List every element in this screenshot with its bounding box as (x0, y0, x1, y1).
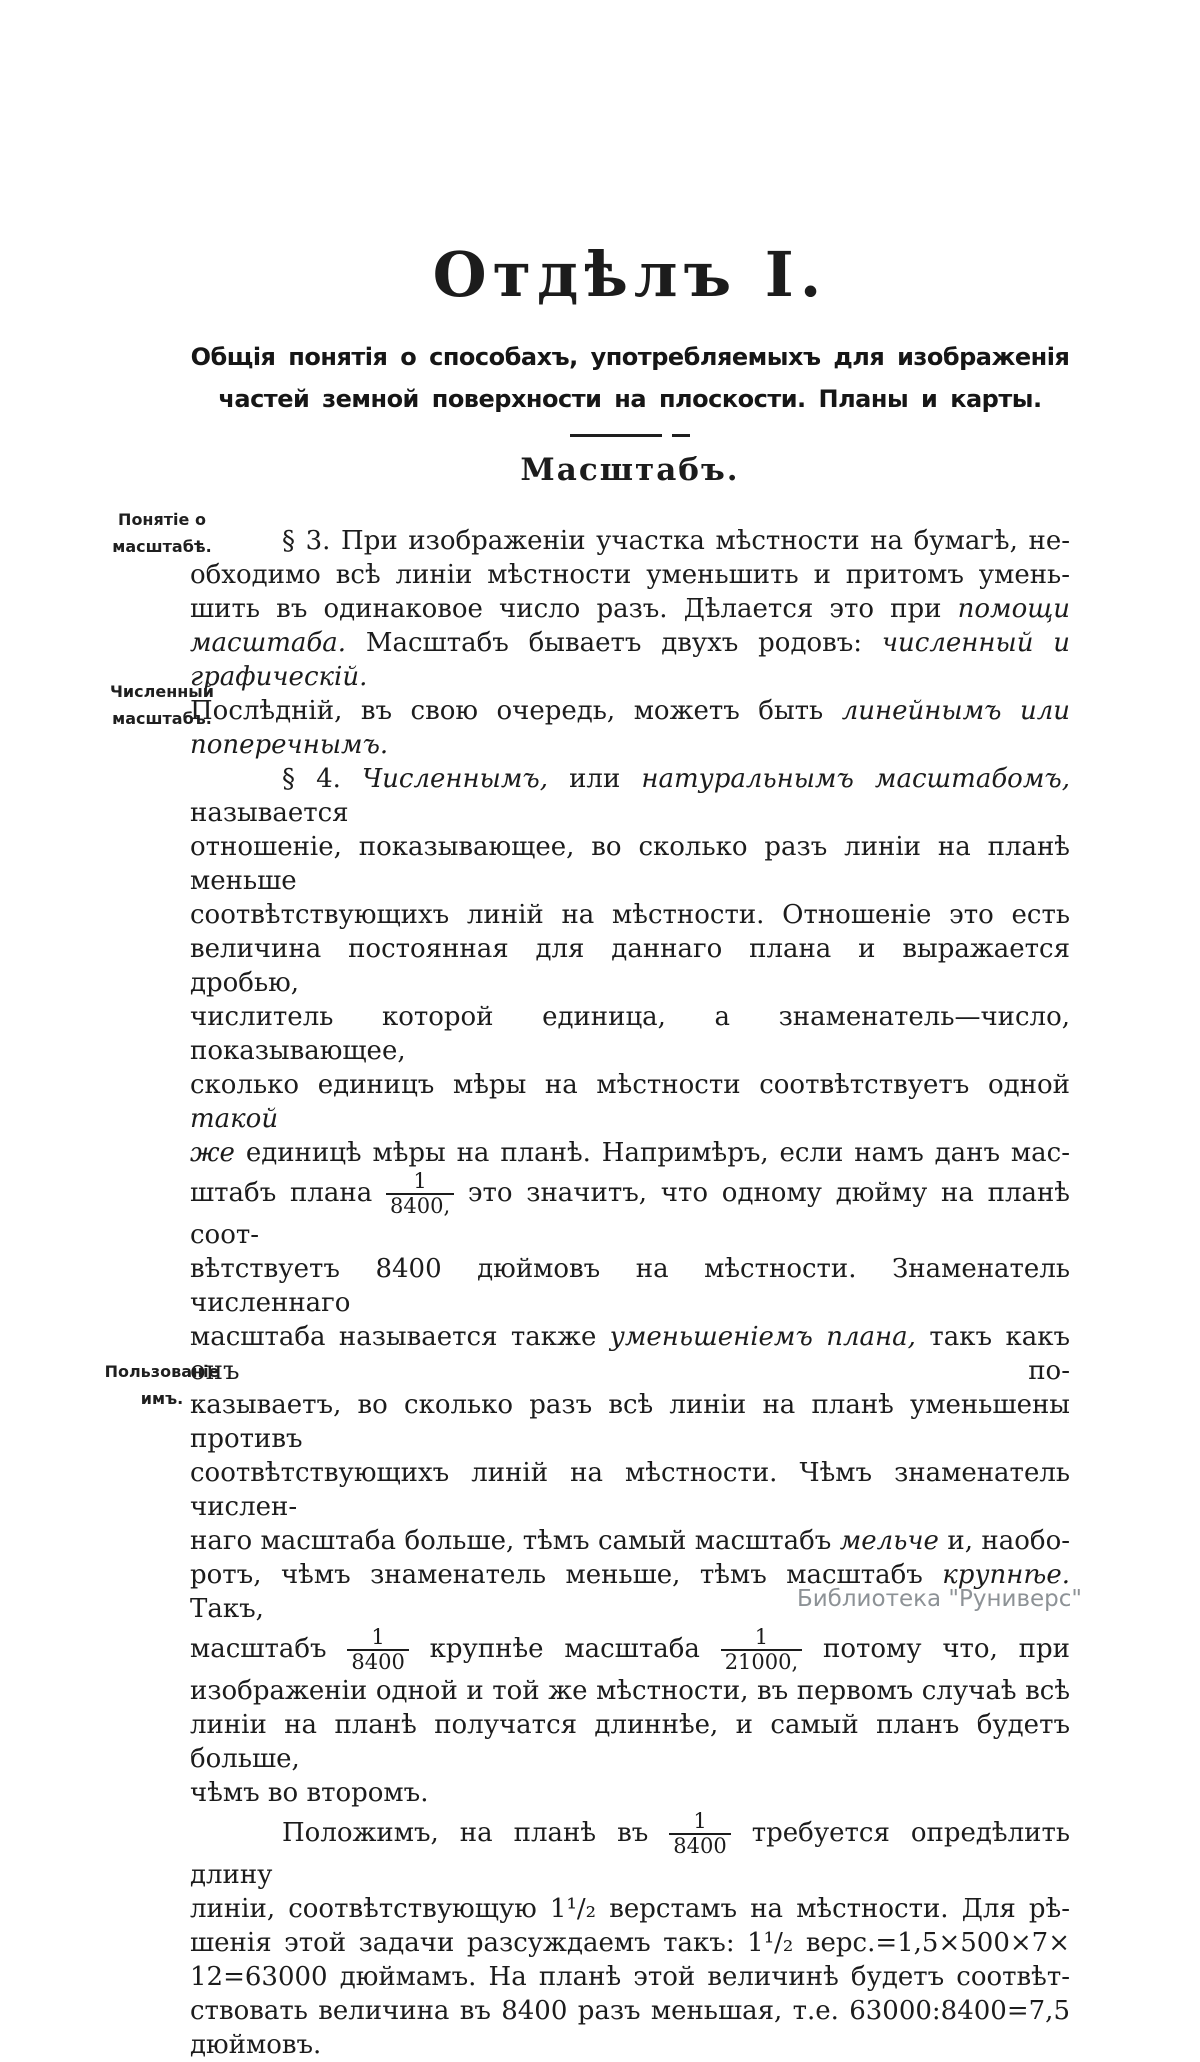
library-watermark: Библиотека "Руниверс" (796, 1586, 1082, 1612)
text-run: шить въ одинаковое число разъ. Дѣлается это при (190, 594, 958, 624)
text-run: Масштабъ бываетъ двухъ родовъ: (346, 628, 882, 658)
italic-text-run: мельче (839, 1526, 939, 1556)
text-line (190, 1926, 1070, 1960)
text-run: наго масштаба больше, тѣмъ самый масштабъ (190, 1526, 840, 1556)
text-run: называется (190, 798, 349, 828)
scale-fraction (386, 1170, 454, 1218)
italic-text-run: линейнымъ или поперечнымъ. (190, 696, 1070, 760)
text-line (190, 1892, 1070, 1926)
margin-note-usage: Пользованіе имъ. (104, 1362, 220, 1408)
text-run: Такъ, (190, 1594, 264, 1624)
text-run: это значитъ, что одному дюйму на планѣ соот- (190, 1178, 1070, 1250)
text-run: соотвѣтствующихъ линій на мѣстности. Чѣмъ знаменатель числен- (190, 1458, 1070, 1522)
text-line (190, 762, 1070, 830)
italic-text-run: такой (190, 1104, 279, 1134)
fraction-denominator: 8400 (669, 1833, 730, 1858)
text-line (190, 1810, 1070, 1892)
text-run: крупнѣе масштаба (408, 1634, 721, 1664)
italic-text-run: натуральнымъ масштабомъ, (641, 764, 1070, 794)
italic-text-run: численный и графическій. (190, 628, 1071, 692)
text-line (190, 1456, 1070, 1524)
paragraph (190, 1810, 1070, 2062)
text-line (190, 694, 1070, 762)
text-run: величина постоянная для даннаго плана и выражается дробью, (190, 934, 1070, 998)
text-run: обходимо всѣ линіи мѣстности уменьшить и притомъ умень- (190, 560, 1070, 590)
italic-text-run: крупнѣе. (942, 1560, 1070, 1590)
text-line (190, 2028, 1070, 2062)
text-run: числитель которой единица, а знаменатель—число, показывающее, (190, 1002, 1070, 1066)
text-run: § 3. При изображеніи участка мѣстности на бумагѣ, не- (282, 526, 1070, 556)
text-run: казываетъ, во сколько разъ всѣ линіи на планѣ уменьшены противъ (190, 1390, 1070, 1454)
text-run: § 4. (282, 764, 363, 794)
scale-fraction (721, 1626, 802, 1674)
text-run: чѣмъ во второмъ. (190, 1778, 429, 1808)
text-run: или (547, 764, 642, 794)
subtitle-line-2: частей земной поверхности на плоскости. Планы и карты. (218, 385, 1042, 413)
text-line (190, 1674, 1070, 1708)
text-run: линіи на планѣ получатся длиннѣе, и самый планъ будетъ больше, (190, 1710, 1070, 1774)
text-run: Положимъ, на планѣ въ (282, 1818, 670, 1848)
text-run: требуется опредѣлить длину (190, 1818, 1070, 1890)
text-run: Послѣдній, въ свою очередь, можетъ быть (190, 696, 842, 726)
text-line (190, 1000, 1070, 1068)
text-line (190, 1626, 1070, 1674)
text-run: отношеніе, показывающее, во сколько разъ линіи на планѣ меньше (190, 832, 1070, 896)
italic-text-run: Численнымъ, (362, 764, 548, 794)
text-run: такъ какъ онъ по- (190, 1322, 1070, 1386)
section-title: Отдѣлъ I. (432, 238, 828, 311)
text-line (190, 626, 1070, 694)
margin-note-numeric-scale: Численный масштабъ. (110, 682, 214, 728)
fraction-numerator: 1 (754, 1625, 769, 1649)
divider-dash-short (672, 434, 690, 437)
paragraph (190, 524, 1070, 762)
fraction-denominator: 8400, (386, 1193, 454, 1218)
text-line (190, 1136, 1070, 1170)
text-run: ствовать величина въ 8400 разъ меньшая, т.е. 63000:8400=7,5 (190, 1996, 1070, 2026)
text-line (190, 592, 1070, 626)
text-run: дюймовъ. (190, 2030, 322, 2060)
fraction-denominator: 8400 (347, 1649, 408, 1674)
paragraph (190, 762, 1070, 1810)
text-run: изображеніи одной и той же мѣстности, въ первомъ случаѣ всѣ (190, 1676, 1070, 1706)
text-run: шенія этой задачи разсуждаемъ такъ: 1¹/₂ верс.=1,5×500×7× (190, 1928, 1070, 1958)
text-run: 12=63000 дюймамъ. На планѣ этой величинѣ будетъ соотвѣт- (190, 1962, 1070, 1992)
text-run: потому что, при (802, 1634, 1070, 1664)
italic-text-run: помощи (957, 594, 1070, 624)
subsection-heading: Масштабъ. (520, 452, 740, 488)
text-line (190, 1170, 1070, 1252)
text-run: сколько единицъ мѣры на мѣстности соотвѣтствуетъ одной (190, 1070, 1070, 1100)
scale-fraction (347, 1626, 408, 1674)
italic-text-run: масштаба. (190, 628, 347, 658)
text-line (190, 1708, 1070, 1776)
text-line (190, 1776, 1070, 1810)
text-line (190, 524, 1070, 558)
text-run: единицѣ мѣры на планѣ. Напримѣръ, если намъ данъ мас- (234, 1138, 1070, 1168)
chapter-subtitle (150, 336, 1110, 420)
italic-text-run: уменьшеніемъ плана, (609, 1322, 916, 1352)
subtitle-line-1: Общія понятія о способахъ, употребляемыхъ для изображенія (190, 343, 1070, 371)
text-run: соотвѣтствующихъ линій на мѣстности. Отношеніе это есть (190, 900, 1070, 930)
text-line (190, 1252, 1070, 1320)
text-line (190, 1388, 1070, 1456)
text-run: вѣтствуетъ 8400 дюймовъ на мѣстности. Знаменатель численнаго (190, 1254, 1070, 1318)
scale-fraction (669, 1810, 730, 1858)
text-run: масштаба называется также (190, 1322, 610, 1352)
text-run: ротъ, чѣмъ знаменатель меньше, тѣмъ масштабъ (190, 1560, 943, 1590)
text-run: и, наобо- (938, 1526, 1071, 1556)
text-line (190, 1068, 1070, 1136)
italic-text-run: же (190, 1138, 235, 1168)
text-line (190, 558, 1070, 592)
body-text (190, 524, 1070, 2062)
text-line (190, 1524, 1070, 1558)
divider-dash-long (570, 434, 662, 437)
text-line (190, 1960, 1070, 1994)
text-run: линіи, соотвѣтствующую 1¹/₂ верстамъ на мѣстности. Для рѣ- (190, 1894, 1070, 1924)
fraction-denominator: 21000, (721, 1649, 802, 1674)
text-line (190, 830, 1070, 898)
text-run: штабъ плана (190, 1178, 386, 1208)
fraction-numerator: 1 (371, 1625, 385, 1649)
section-divider (190, 434, 1070, 437)
fraction-numerator: 1 (413, 1169, 427, 1193)
text-line (190, 932, 1070, 1000)
margin-note-concept-of-scale: Понятіе о масштабѣ. (112, 510, 212, 556)
text-run: масштабъ (190, 1634, 348, 1664)
text-line (190, 1320, 1070, 1388)
text-line (190, 1994, 1070, 2028)
text-line (190, 898, 1070, 932)
fraction-numerator: 1 (693, 1809, 707, 1833)
